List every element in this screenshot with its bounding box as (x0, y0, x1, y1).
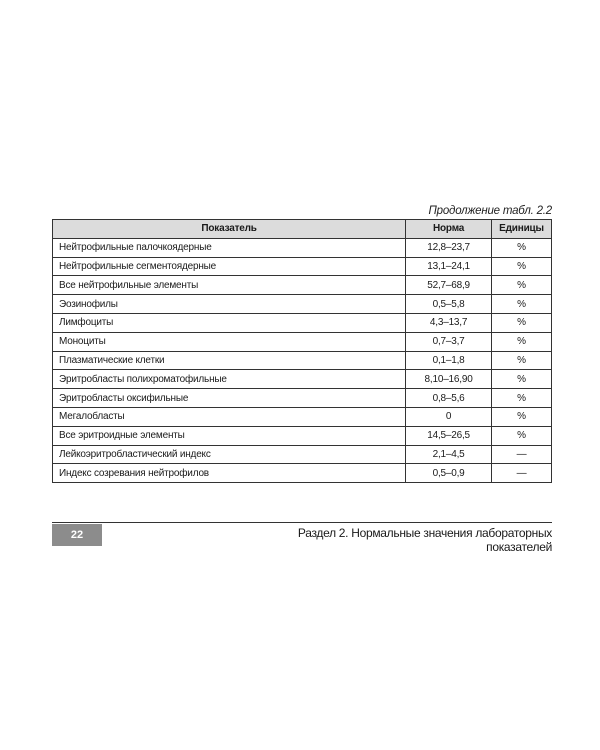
cell-norm-value: 0,8–5,6 (406, 389, 492, 408)
cell-norm-value: 0,7–3,7 (406, 332, 492, 351)
cell-indicator-name: Моноциты (53, 332, 406, 351)
cell-indicator-name: Лейкоэритробластический индекс (53, 445, 406, 464)
table-body (53, 238, 552, 482)
cell-unit: % (491, 351, 551, 370)
table-row (53, 351, 552, 370)
table-row (53, 276, 552, 295)
cell-unit: % (491, 407, 551, 426)
cell-unit: — (491, 445, 551, 464)
lab-norms-table (52, 219, 552, 483)
cell-indicator-name: Мегалобласты (53, 407, 406, 426)
column-header-norm: Норма (406, 220, 492, 239)
cell-norm-value: 52,7–68,9 (406, 276, 492, 295)
cell-norm-value: 8,10–16,90 (406, 370, 492, 389)
table-header-row (53, 220, 552, 239)
table-row (53, 445, 552, 464)
cell-indicator-name: Плазматические клетки (53, 351, 406, 370)
footer-divider (52, 522, 552, 523)
cell-norm-value: 13,1–24,1 (406, 257, 492, 276)
cell-unit: % (491, 276, 551, 295)
cell-indicator-name: Все нейтрофильные элементы (53, 276, 406, 295)
table-row (53, 238, 552, 257)
cell-indicator-name: Лимфоциты (53, 313, 406, 332)
cell-indicator-name: Эритробласты оксифильные (53, 389, 406, 408)
cell-indicator-name: Эритробласты полихроматофильные (53, 370, 406, 389)
cell-norm-value: 0,5–0,9 (406, 464, 492, 483)
table-row (53, 332, 552, 351)
cell-unit: % (491, 238, 551, 257)
table-row (53, 426, 552, 445)
cell-unit: % (491, 257, 551, 276)
table-row (53, 370, 552, 389)
table-row (53, 464, 552, 483)
table-row (53, 389, 552, 408)
cell-indicator-name: Нейтрофильные палочкоядерные (53, 238, 406, 257)
table-row (53, 313, 552, 332)
cell-unit: % (491, 313, 551, 332)
cell-unit: % (491, 389, 551, 408)
table-row (53, 295, 552, 314)
cell-unit: — (491, 464, 551, 483)
column-header-units: Единицы (491, 220, 551, 239)
cell-norm-value: 2,1–4,5 (406, 445, 492, 464)
cell-unit: % (491, 332, 551, 351)
page-number: 22 (52, 524, 102, 546)
cell-indicator-name: Все эритроидные элементы (53, 426, 406, 445)
cell-norm-value: 0,5–5,8 (406, 295, 492, 314)
cell-indicator-name: Эозинофилы (53, 295, 406, 314)
column-header-indicator: Показатель (53, 220, 406, 239)
table-row (53, 257, 552, 276)
cell-indicator-name: Индекс созревания нейтрофилов (53, 464, 406, 483)
cell-norm-value: 12,8–23,7 (406, 238, 492, 257)
cell-unit: % (491, 295, 551, 314)
table-row (53, 407, 552, 426)
cell-unit: % (491, 370, 551, 389)
cell-norm-value: 4,3–13,7 (406, 313, 492, 332)
running-footer-section-title: Раздел 2. Нормальные значения лабораторных показателей (297, 526, 552, 554)
cell-norm-value: 0 (406, 407, 492, 426)
cell-unit: % (491, 426, 551, 445)
table-caption: Продолжение табл. 2.2 (428, 205, 552, 217)
cell-norm-value: 0,1–1,8 (406, 351, 492, 370)
cell-norm-value: 14,5–26,5 (406, 426, 492, 445)
cell-indicator-name: Нейтрофильные сегментоядерные (53, 257, 406, 276)
